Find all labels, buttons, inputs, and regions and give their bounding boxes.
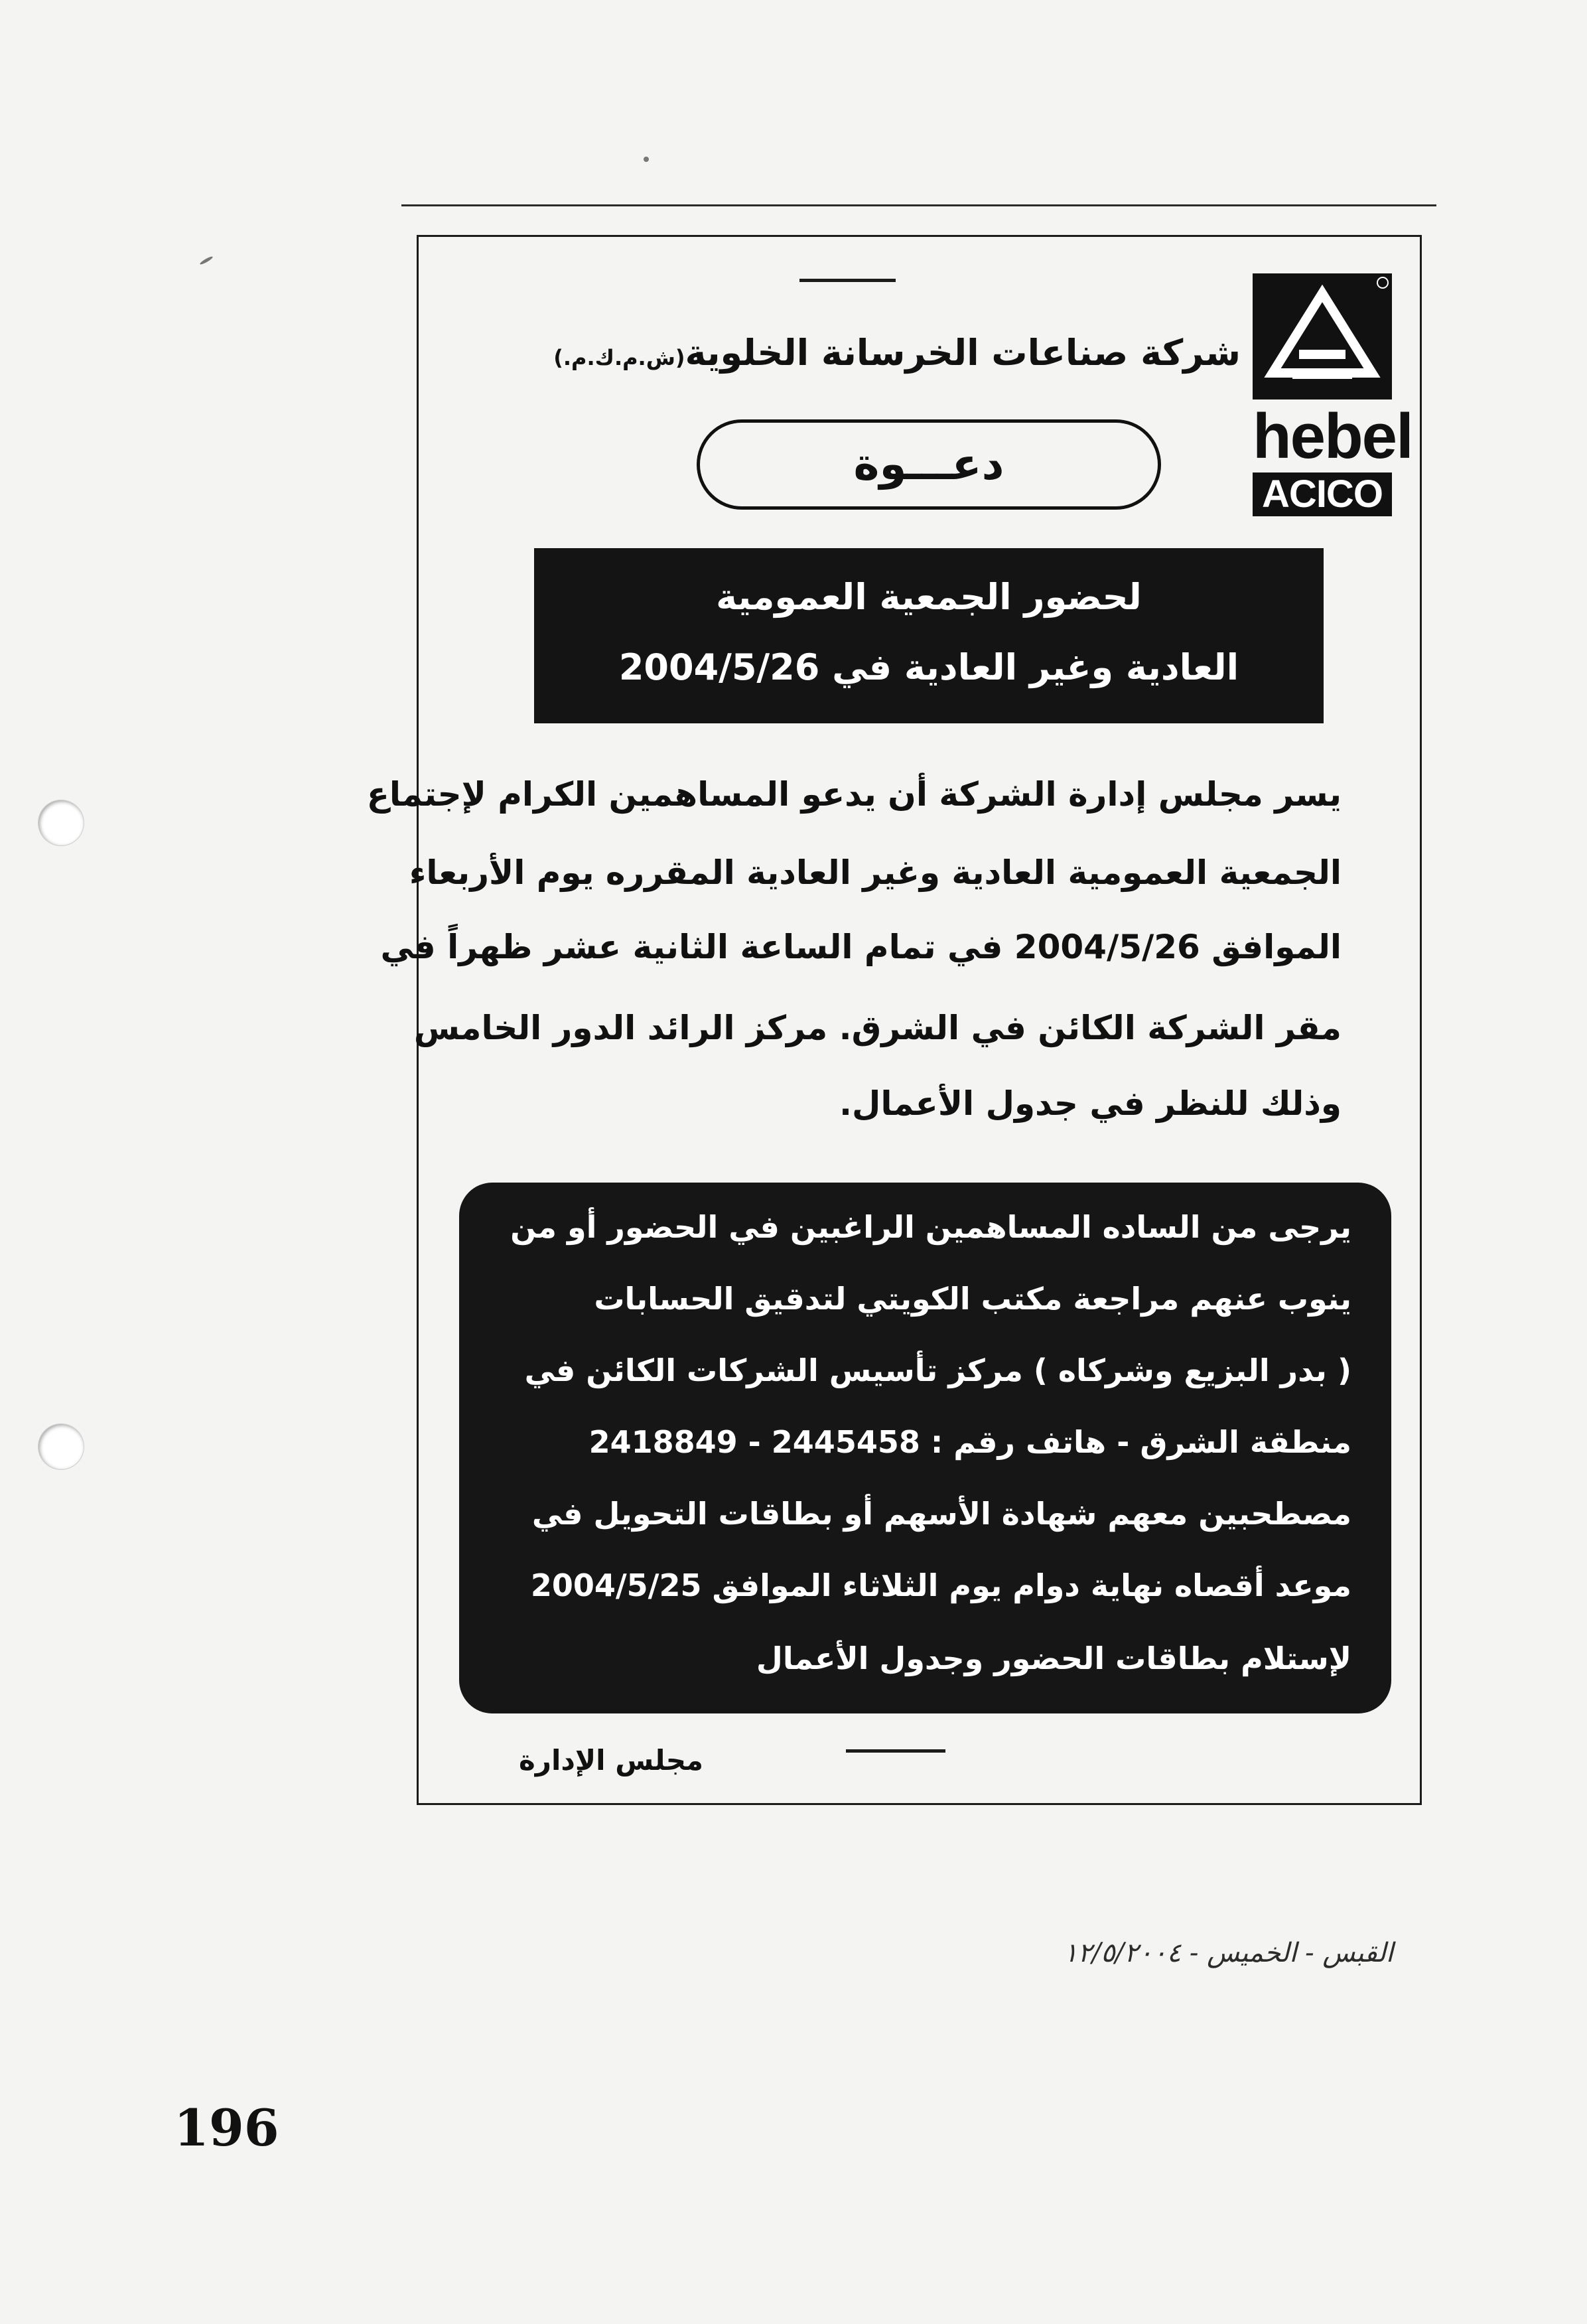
body-line: يسر مجلس إدارة الشركة أن يدعو المساهمين الكرام لإجتماع	[366, 775, 1342, 814]
scan-speck	[644, 157, 649, 162]
scan-top-rule	[401, 204, 1436, 206]
scan-speck	[199, 255, 214, 265]
company-name	[531, 332, 1241, 374]
body-line: الموافق 2004/5/26 في تمام الساعة الثانية عشر ظهراً في	[380, 928, 1342, 966]
punch-hole-bottom	[38, 1424, 84, 1469]
headline-line-1: لحضور الجمعية العمومية	[716, 576, 1142, 618]
headline-banner	[534, 548, 1324, 723]
signature-dash	[846, 1749, 945, 1753]
logo-acico-text: ACICO	[1253, 472, 1392, 516]
company-name-text: شركة صناعات الخرسانة الخلوية	[685, 332, 1241, 374]
headline-line-2: العادية وغير العادية في 2004/5/26	[618, 646, 1239, 688]
instruction-line: لإستلام بطاقات الحضور وجدول الأعمال	[756, 1640, 1351, 1676]
punch-hole-top	[38, 800, 84, 845]
instructions-box	[459, 1183, 1391, 1713]
logo-hebel-text: hebel	[1253, 401, 1413, 472]
instruction-line: ( بدر البزيع وشركاه ) مركز تأسيس الشركات الكائن في	[524, 1352, 1351, 1388]
body-line: مقر الشركة الكائن في الشرق. مركز الرائد الدور الخامس	[413, 1009, 1342, 1047]
hebel-logo-icon	[1253, 273, 1392, 399]
body-line: الجمعية العمومية العادية وغير العادية المقرره يوم الأربعاء	[409, 853, 1342, 892]
page-number: 196	[174, 2098, 279, 2157]
invitation-badge	[697, 419, 1161, 510]
notice-top-dash	[799, 279, 896, 282]
invitation-title: دعـــوة	[853, 439, 1004, 490]
company-legal-suffix: (ش.م.ك.م.)	[553, 345, 685, 370]
company-logo	[1253, 273, 1413, 516]
instruction-line: ينوب عنهم مراجعة مكتب الكويتي لتدقيق الحسابات	[594, 1281, 1351, 1317]
instruction-line: موعد أقصاه نهاية دوام يوم الثلاثاء الموافق 2004/5/25	[530, 1567, 1351, 1603]
signature-board-of-directors: مجلس الإدارة	[518, 1744, 703, 1777]
handwritten-source-note: القبس - الخميس - ١٢/٥/٢٠٠٤	[1063, 1938, 1393, 1968]
instruction-line: مصطحبين معهم شهادة الأسهم أو بطاقات التحويل في	[531, 1496, 1351, 1532]
instruction-line: منطقة الشرق - هاتف رقم : 2445458 - 2418849	[588, 1424, 1351, 1460]
instruction-line: يرجى من الساده المساهمين الراغبين في الحضور أو من	[510, 1209, 1351, 1245]
body-line: وذلك للنظر في جدول الأعمال.	[839, 1084, 1342, 1123]
